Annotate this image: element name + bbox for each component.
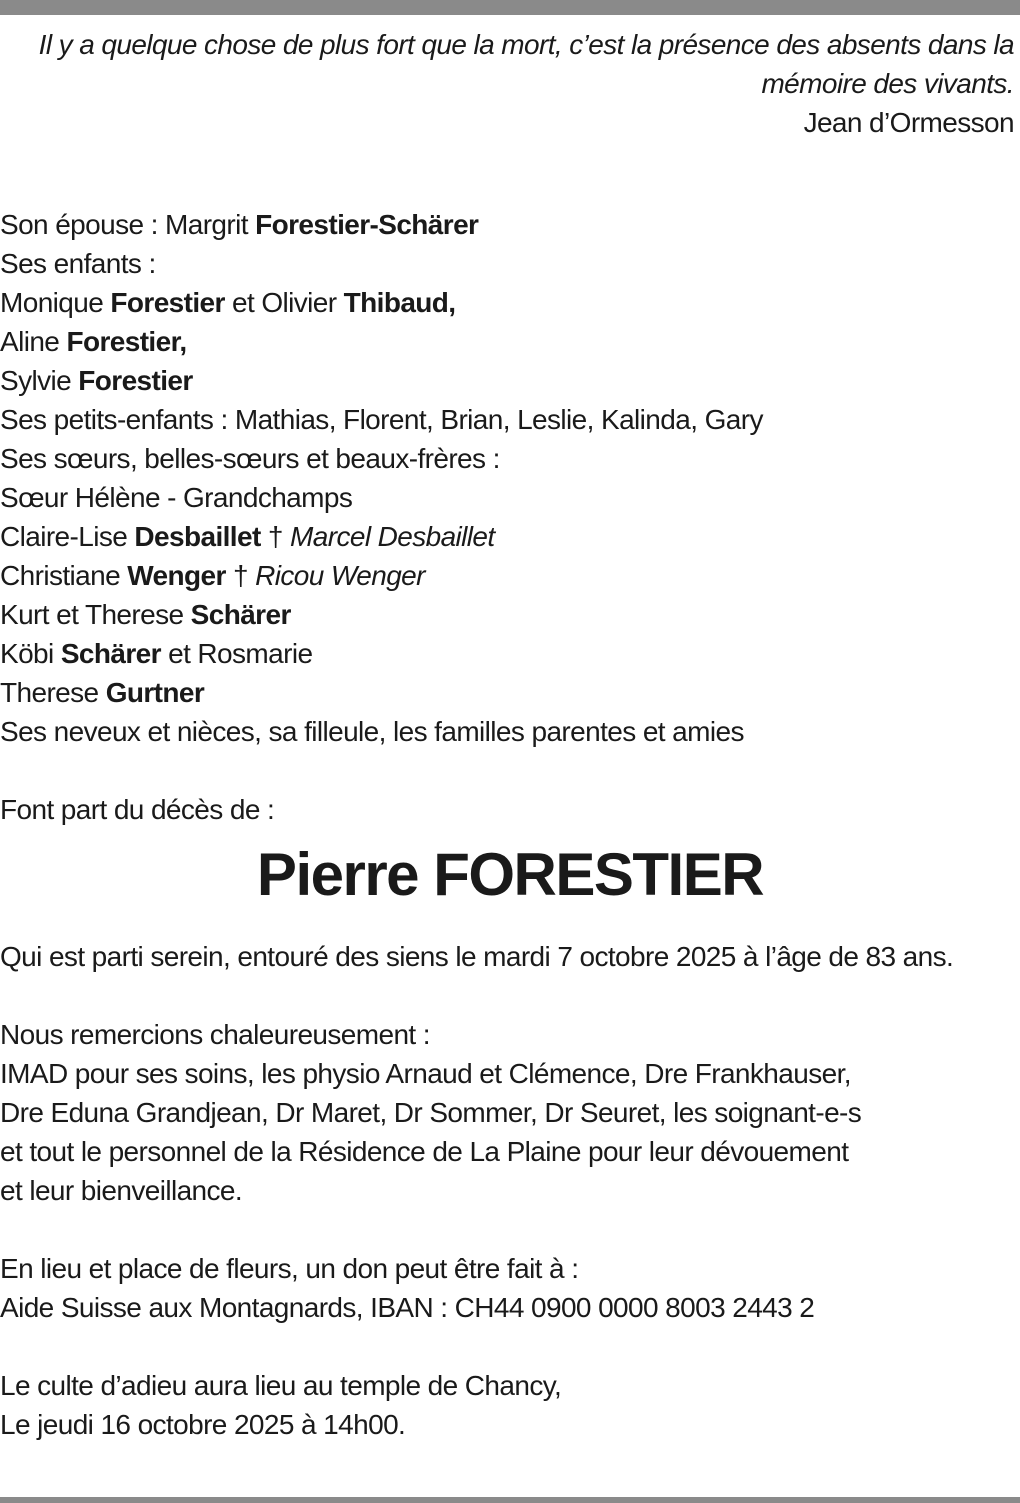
child-partner-surname: Thibaud, bbox=[343, 287, 456, 318]
sibling-line-6 bbox=[0, 673, 1020, 712]
donation-line-2: Aide Suisse aux Montagnards, IBAN : CH44 0900 0000 8003 2443 2 bbox=[0, 1292, 815, 1323]
spouse-surname: Forestier-Schärer bbox=[255, 209, 479, 240]
child-line-2 bbox=[0, 322, 1020, 361]
sibling-surname: Schärer bbox=[60, 638, 161, 669]
sibling-line-2 bbox=[0, 517, 1020, 556]
spacer bbox=[0, 181, 1020, 205]
sibling-line-5 bbox=[0, 634, 1020, 673]
grandchildren-line: Ses petits-enfants : Mathias, Florent, Brian, Leslie, Kalinda, Gary bbox=[0, 404, 763, 435]
deceased-name: Pierre FORESTIER bbox=[256, 841, 764, 908]
sibling-surname: Gurtner bbox=[105, 677, 205, 708]
child-first-name: Sylvie bbox=[0, 365, 79, 396]
thanks-heading: Nous remercions chaleureusement : bbox=[0, 1019, 430, 1050]
child-first-name: Monique bbox=[0, 287, 111, 318]
child-line-3 bbox=[0, 361, 1020, 400]
cross-icon: † bbox=[225, 560, 256, 591]
cross-icon: † bbox=[260, 521, 291, 552]
passing-line: Qui est parti serein, entouré des siens le mardi 7 octobre 2025 à l’âge de 83 ans. bbox=[0, 941, 954, 972]
spacer bbox=[0, 1210, 1020, 1249]
relatives-line: Ses neveux et nièces, sa filleule, les familles parentes et amies bbox=[0, 716, 744, 747]
sibling-first-name: Köbi bbox=[0, 638, 61, 669]
child-surname: Forestier bbox=[110, 287, 225, 318]
sibling-partner-name: et Rosmarie bbox=[160, 638, 313, 669]
quote-author: Jean d’Ormesson bbox=[803, 107, 1014, 138]
announcement-intro: Font part du décès de : bbox=[0, 794, 275, 825]
spouse-line bbox=[0, 205, 1020, 244]
sibling-first-name: Christiane bbox=[0, 560, 128, 591]
thanks-line-2: Dre Eduna Grandjean, Dr Maret, Dr Sommer, Dr Seuret, les soignant-e-s bbox=[0, 1097, 862, 1128]
spouse-label: Son épouse : Margrit bbox=[0, 209, 256, 240]
sibling-line-1: Sœur Hélène - Grandchamps bbox=[0, 482, 353, 513]
late-spouse-name: Marcel Desbaillet bbox=[290, 521, 495, 552]
spacer bbox=[0, 976, 1020, 1015]
obituary-notice bbox=[0, 25, 1020, 1444]
sibling-surname: Wenger bbox=[127, 560, 226, 591]
donation-line-1: En lieu et place de fleurs, un don peut être fait à : bbox=[0, 1253, 579, 1284]
child-surname: Forestier, bbox=[66, 326, 187, 357]
sibling-line-3 bbox=[0, 556, 1020, 595]
spacer bbox=[0, 751, 1020, 790]
child-first-name: Aline bbox=[0, 326, 67, 357]
sibling-surname: Schärer bbox=[190, 599, 291, 630]
child-partner-first-name: et Olivier bbox=[224, 287, 344, 318]
thanks-line-1: IMAD pour ses soins, les physio Arnaud et Clémence, Dre Frankhauser, bbox=[0, 1058, 851, 1089]
quote-line-1: Il y a quelque chose de plus fort que la mort, c’est la présence des absents dans la bbox=[38, 29, 1014, 60]
service-line-2: Le jeudi 16 octobre 2025 à 14h00. bbox=[0, 1409, 406, 1440]
sibling-first-name: Kurt et Therese bbox=[0, 599, 191, 630]
bottom-rule bbox=[0, 1497, 1020, 1503]
late-spouse-name: Ricou Wenger bbox=[255, 560, 425, 591]
siblings-heading: Ses sœurs, belles-sœurs et beaux-frères : bbox=[0, 443, 500, 474]
quote-line-2: mémoire des vivants. bbox=[761, 68, 1014, 99]
spacer bbox=[0, 1327, 1020, 1366]
child-line-1 bbox=[0, 283, 1020, 322]
sibling-first-name: Therese bbox=[0, 677, 106, 708]
top-rule bbox=[0, 0, 1020, 15]
sibling-line-4 bbox=[0, 595, 1020, 634]
child-surname: Forestier bbox=[78, 365, 193, 396]
children-heading: Ses enfants : bbox=[0, 248, 156, 279]
sibling-surname: Desbaillet bbox=[134, 521, 261, 552]
service-line-1: Le culte d’adieu aura lieu au temple de Chancy, bbox=[0, 1370, 562, 1401]
quote bbox=[0, 25, 1020, 103]
thanks-line-3: et tout le personnel de la Résidence de La Plaine pour leur dévouement bbox=[0, 1136, 849, 1167]
thanks-line-4: et leur bienveillance. bbox=[0, 1175, 243, 1206]
spacer bbox=[0, 142, 1020, 181]
sibling-first-name: Claire-Lise bbox=[0, 521, 135, 552]
